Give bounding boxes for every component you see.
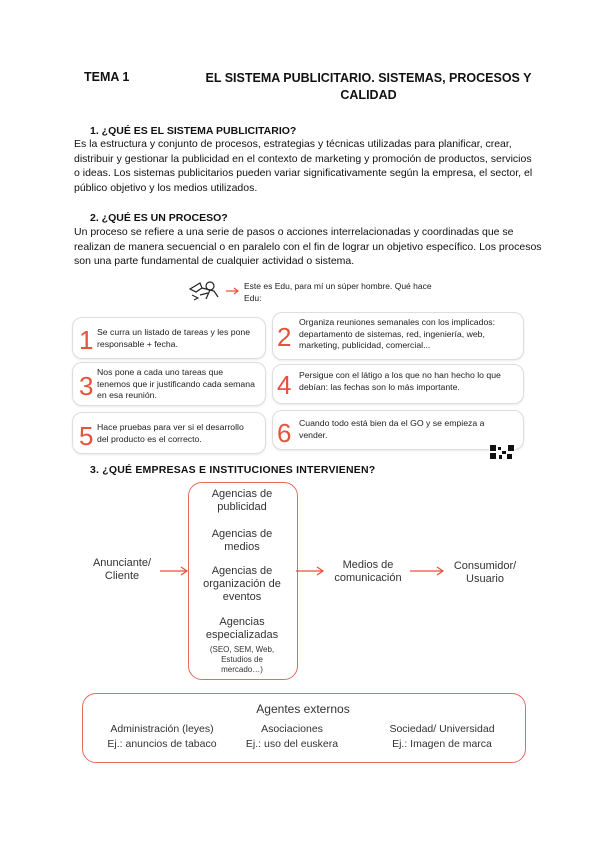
media-node: Medios de comunicación: [334, 559, 402, 584]
agency-media: Agencias de medios: [211, 528, 273, 553]
step-card-2: [272, 312, 524, 360]
arrow-advertiser-to-agencies: [160, 566, 190, 576]
arrow-media-to-consumer: [410, 566, 446, 576]
step-number: 3: [79, 371, 94, 401]
step-card-5: [72, 412, 266, 454]
superhero-icon: [188, 279, 222, 301]
step-number: 5: [79, 421, 94, 451]
step-number: 1: [79, 325, 94, 355]
tema-label: TEMA 1: [84, 70, 130, 84]
arrow-right-icon: [226, 287, 240, 295]
section-1-heading: 1. ¿QUÉ ES EL SISTEMA PUBLICITARIO?: [90, 125, 297, 137]
agency-events: Agencias de organización de eventos: [203, 565, 281, 603]
external-society-example: Ej.: Imagen de marca: [392, 738, 492, 750]
external-admin-name: Administración (leyes): [110, 723, 214, 735]
agency-advertising: Agencias de publicidad: [211, 488, 273, 513]
section-2-body: Un proceso se refiere a una serie de pasos o acciones interrelacionadas y coordinadas que se realizan de manera secuencial o en paralelo con el fin de lograr un objetivo específico. Los procesos son una parte fundamental de cualquier actividad o sistema.: [74, 226, 542, 268]
section-1-body: Es la estructura y conjunto de procesos, estrategias y técnicas utilizadas para planificar, crear, distribuir y gestionar la publicidad en el contexto de marketing y promoción de productos, servicios o ideas. Los sistemas publicitarios pueden variar significativamente según la empresa, el sector, el público objetivo y los medios utilizados.: [74, 138, 533, 195]
external-admin-example: Ej.: anuncios de tabaco: [107, 738, 217, 750]
external-agents-title: Agentes externos: [256, 702, 350, 716]
step-number: 4: [277, 370, 292, 400]
step-text: Persigue con el látigo a los que no han hecho lo que debían: las fechas son lo más importante.: [299, 370, 501, 392]
step-number: 6: [277, 418, 292, 448]
step-number: 2: [277, 322, 292, 352]
external-society-name: Sociedad/ Universidad: [389, 723, 495, 735]
step-text: Nos pone a cada uno tareas que tenemos que ir justificando cada semana en esa reunión.: [97, 367, 255, 400]
section-3-heading: 3. ¿QUÉ EMPRESAS E INSTITUCIONES INTERVIENEN?: [90, 464, 376, 476]
step-text: Organiza reuniones semanales con los implicados: departamento de sistemas, red, ingeniería, web, marketing, publicidad, comercial...: [299, 317, 496, 350]
step-card-6: [272, 410, 524, 450]
arrow-agencies-to-media: [296, 566, 326, 576]
step-text: Hace pruebas para ver si el desarrollo del producto es el correcto.: [97, 422, 244, 444]
agency-specialized-note: (SEO, SEM, Web, Estudios de mercado…): [209, 645, 275, 674]
advertiser-node: Anunciante/ Cliente: [92, 557, 152, 582]
agency-specialized: Agencias especializadas: [205, 616, 279, 641]
document-title: EL SISTEMA PUBLICITARIO. SISTEMAS, PROCESOS Y CALIDAD: [205, 71, 532, 102]
step-card-4: [272, 364, 524, 404]
step-card-3: [72, 362, 266, 406]
hero-caption: Este es Edu, para mí un súper hombre. Qué hace Edu:: [244, 281, 432, 303]
step-text: Cuando todo está bien da el GO y se empieza a vender.: [299, 418, 485, 440]
external-assoc-example: Ej.: uso del euskera: [245, 738, 339, 750]
qr-code-icon: [489, 444, 515, 460]
section-2-heading: 2. ¿QUÉ ES UN PROCESO?: [90, 212, 228, 224]
step-card-1: [72, 317, 266, 359]
external-assoc-name: Asociaciones: [261, 723, 323, 735]
step-text: Se curra un listado de tareas y les pone responsable + fecha.: [97, 327, 251, 349]
consumer-node: Consumidor/ Usuario: [453, 560, 517, 585]
